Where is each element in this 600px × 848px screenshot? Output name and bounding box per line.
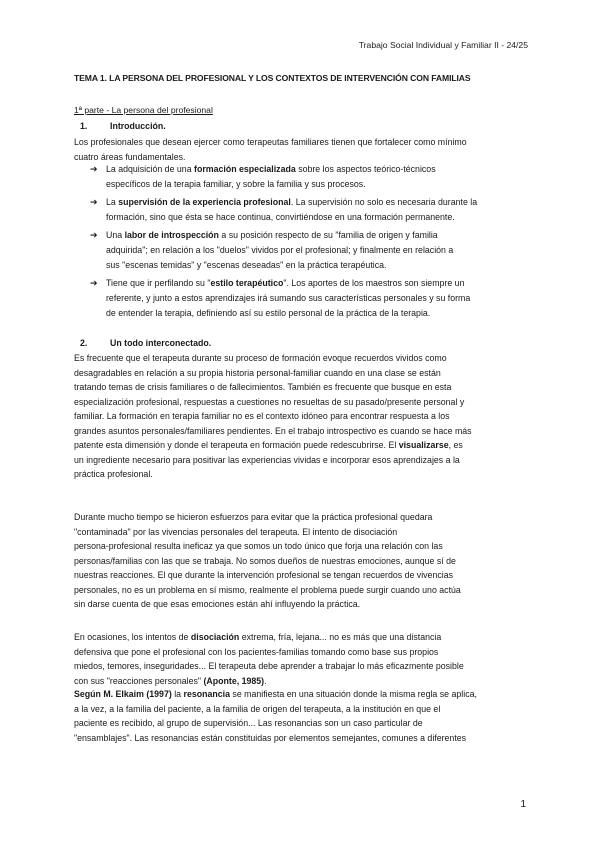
arrow-bullet-icon: ➔	[90, 164, 98, 174]
section-number: 1.	[80, 121, 88, 131]
text-line: patente esta dimensión y donde el terapeuta en formación puede redescubrirse. El visualizarse, es	[74, 440, 463, 450]
text-line: En ocasiones, los intentos de disociación extrema, fría, lejana... no es más que una distancia	[74, 632, 442, 642]
text-line: Tiene que ir perfilando su "estilo terapéutico". Los aportes de los maestros son siempre un	[106, 278, 465, 288]
text-line: referente, y junto a estos aprendizajes irá sumando sus características personales y su forma	[106, 293, 471, 303]
bullet-list	[90, 162, 526, 324]
bullet-item	[90, 162, 526, 192]
text-line: familiar. La formación en terapia familiar no es el contexto idóneo para encontrar respuesta a los	[74, 411, 450, 421]
document-title: TEMA 1. LA PERSONA DEL PROFESIONAL Y LOS CONTEXTOS DE INTERVENCIÓN CON FAMILIAS	[74, 73, 471, 83]
body-paragraph	[74, 687, 526, 745]
arrow-bullet-icon: ➔	[90, 197, 98, 207]
bold-term: visualizarse	[398, 440, 449, 450]
bold-term: estilo terapéutico	[210, 278, 284, 288]
bullet-item	[90, 195, 526, 225]
text-line: Es frecuente que el terapeuta durante su proceso de formación evoque recuerdos vividos como	[74, 353, 447, 363]
text-line: especialización profesional, respuestas a cuestiones no resueltas de su pasado/presente personal y	[74, 396, 465, 407]
intro-paragraph	[74, 135, 526, 165]
text-line: sus "escenas temidas" y "escenas deseadas" en la práctica terapéutica.	[106, 260, 387, 270]
text-line: defensiva que pone el profesional con los pacientes-familias tomando como base sus propios	[74, 646, 439, 657]
section-number: 2.	[80, 338, 88, 348]
text-line: un ingrediente necesario para positivar las experiencias vividas e incorporar esos aprendizajes a la	[74, 454, 460, 465]
section-heading-interconectado	[74, 338, 211, 348]
running-header: Trabajo Social Individual y Familiar II - 24/25	[358, 40, 528, 50]
text-line: con sus "reacciones personales" (Aponte, 1985).	[74, 675, 267, 686]
body-paragraph	[74, 510, 526, 612]
section-title: Un todo interconectado.	[110, 338, 212, 348]
part-heading: 1ª parte - La persona del profesional	[74, 105, 213, 115]
text-line: "ensamblajes". Las resonancias están constituidas por elementos semejantes, comunes a diferentes	[74, 732, 467, 743]
section-title: Introducción.	[110, 121, 166, 131]
text-line: personales, no es un problema en sí mismo, realmente el problema puede surgir cuando uno actúa	[74, 584, 461, 595]
text-line: miedos, temores, inseguridades... El terapeuta debe aprender a trabajar lo más eficazmente posible	[74, 661, 464, 671]
paragraph-line: cuatro áreas fundamentales.	[74, 152, 186, 162]
body-paragraph	[74, 630, 526, 688]
text-line: sin darse cuenta de que esas emociones están ahí influyendo la práctica.	[74, 599, 361, 609]
text-line: específicos de la terapia familiar, y sobre la familia y sus procesos.	[106, 179, 366, 189]
text-line: Una labor de introspección a su posición respecto de su "familia de origen y familia	[106, 230, 438, 240]
bold-term: supervisión de la experiencia profesional	[118, 197, 291, 207]
text-line: persona-profesional resulta ineficaz ya que somos un todo único que forja una relación con las	[74, 541, 443, 551]
text-line: desagradables en relación a su propia historia personal-familiar cuando en una clase se están	[74, 367, 441, 378]
bold-term: labor de introspección	[124, 230, 219, 240]
section-heading-introduccion	[74, 121, 166, 131]
text-line: adquirida"; en relación a los "duelos" vividos por el profesional; y finalmente en relación a	[106, 245, 454, 255]
bold-term: Según M. Elkaim (1997)	[74, 689, 172, 699]
paragraph-line: Los profesionales que desean ejercer como terapeutas familiares tienen que fortalecer como mínimo	[74, 137, 467, 147]
text-line: a la vez, a la familia del paciente, a la familia de origen del terapeuta, a la institución en que el	[74, 703, 441, 714]
text-line: nuestras reacciones. El que durante la intervención profesional se tengan recuerdos de vivencias	[74, 570, 453, 580]
text-line: Según M. Elkaim (1997) la resonancia se manifiesta en una situación donde la misma regla se aplica,	[74, 689, 477, 699]
text-line: personas/familias con las que se trabaja. No somos dueños de nuestras emociones, aunque sí de	[74, 555, 456, 566]
arrow-bullet-icon: ➔	[90, 278, 98, 288]
page-number: 1	[520, 799, 526, 810]
text-line: "contaminada" por las vivencias personales del terapeuta. El intento de disociación	[74, 526, 398, 537]
bold-term: resonancia	[183, 689, 230, 699]
text-line: paciente es recibido, al grupo de supervisión... Las resonancias son un caso particular de	[74, 718, 423, 728]
body-paragraph	[74, 351, 526, 482]
bold-term: disociación	[190, 632, 240, 642]
text-line: La adquisición de una formación especializada sobre los aspectos teórico-técnicos	[106, 164, 436, 174]
text-line: formación, sino que ésta se hace continua, convirtiéndose en una formación permanente.	[106, 212, 455, 222]
text-line: tratando temas de crisis familiares o de fallecimientos. También es frecuente que busque en esta	[74, 382, 452, 392]
bullet-item	[90, 228, 526, 273]
text-line: grandes asuntos personales/familiares pendientes. En el trabajo introspectivo es cuando se hace más	[74, 425, 472, 436]
text-line: de entender la terapia, definiendo así su estilo personal de la práctica de la terapia.	[106, 308, 431, 318]
text-line: Durante mucho tiempo se hicieron esfuerzos para evitar que la práctica profesional quedara	[74, 512, 433, 522]
bold-term: (Aponte, 1985)	[203, 675, 265, 686]
text-line: La supervisión de la experiencia profesional. La supervisión no solo es necesaria durante la	[106, 197, 478, 207]
bullet-item	[90, 276, 526, 321]
text-line: práctica profesional.	[74, 469, 153, 479]
arrow-bullet-icon: ➔	[90, 230, 98, 240]
bold-term: formación especializada	[194, 164, 296, 174]
